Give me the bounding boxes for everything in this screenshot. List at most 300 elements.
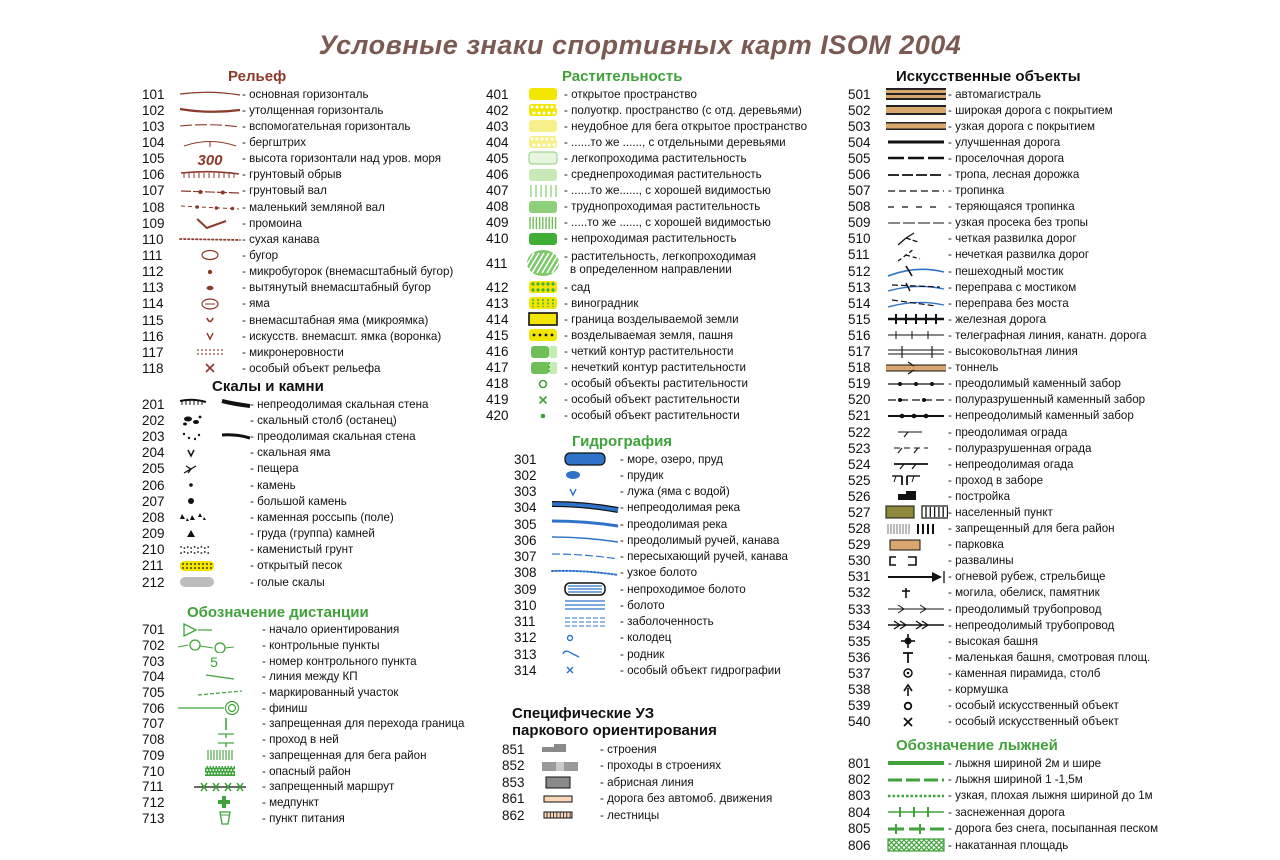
park-pedestrian-icon bbox=[538, 792, 600, 806]
symbol-description bbox=[242, 362, 380, 375]
legend-item-414 bbox=[486, 311, 807, 327]
legend-item-862 bbox=[502, 807, 772, 824]
symbol-number: 306 bbox=[514, 532, 537, 548]
legend-item-113 bbox=[142, 280, 453, 296]
veg-light-green-outline-icon bbox=[522, 151, 564, 165]
legend-item-712 bbox=[142, 795, 464, 811]
symbol-description bbox=[262, 655, 417, 668]
symbol-number: 713 bbox=[142, 810, 165, 826]
legend-item-303 bbox=[514, 484, 788, 500]
symbol-description bbox=[250, 430, 416, 443]
legend-item-101 bbox=[142, 86, 453, 102]
symbol-description bbox=[948, 200, 1075, 213]
tunnel-icon bbox=[884, 361, 948, 375]
elongated-knoll-icon bbox=[178, 281, 242, 295]
footpath-icon bbox=[884, 168, 948, 182]
legend-item-518 bbox=[848, 360, 1150, 376]
symbol-description bbox=[948, 136, 1060, 149]
broken-ground-icon bbox=[178, 345, 242, 359]
symbol-number: 707 bbox=[142, 716, 165, 732]
symbol-description bbox=[948, 120, 1095, 133]
symbol-number: 802 bbox=[848, 772, 871, 788]
indistinct-junction-icon bbox=[884, 248, 948, 262]
section-title-text: Обозначение лыжней bbox=[896, 737, 1058, 754]
legend-item-203 bbox=[142, 428, 428, 444]
impassable-marsh-icon bbox=[550, 582, 620, 596]
symbol-number: 704 bbox=[142, 669, 165, 685]
symbol-number: 102 bbox=[142, 102, 165, 118]
symbol-number: 703 bbox=[142, 653, 165, 669]
symbol-description-line: - узкая дорога с покрытием bbox=[948, 119, 1096, 133]
symbol-number: 303 bbox=[514, 484, 537, 500]
symbol-description-line: - особый объект гидрографии bbox=[620, 663, 781, 677]
symbol-description-line: - полуразрушенная ограда bbox=[948, 441, 1092, 455]
symbol-number: 851 bbox=[502, 741, 525, 757]
symbol-description-line: - преодолимый ручей, канава bbox=[620, 533, 780, 547]
symbol-description bbox=[564, 250, 756, 276]
symbol-number: 412 bbox=[486, 279, 509, 295]
symbol-number: 528 bbox=[848, 521, 871, 537]
section-relief bbox=[142, 68, 453, 377]
symbol-number: 410 bbox=[486, 231, 509, 247]
symbol-number: 538 bbox=[848, 682, 871, 698]
legend-item-208 bbox=[142, 509, 428, 525]
legend-item-508 bbox=[848, 199, 1150, 215]
symbol-description-line: - запрещенный маршрут bbox=[262, 780, 395, 794]
section-title bbox=[187, 604, 464, 622]
symbol-description-line: - легкопроходима растительность bbox=[564, 151, 747, 165]
symbol-description bbox=[250, 446, 331, 459]
legend-item-538 bbox=[848, 681, 1150, 697]
symbol-description bbox=[262, 765, 351, 778]
symbol-number: 535 bbox=[848, 633, 871, 649]
symbol-description bbox=[948, 409, 1134, 422]
section-title-text: Специфические УЗ bbox=[512, 705, 655, 722]
symbol-number: 103 bbox=[142, 118, 165, 134]
symbol-number: 514 bbox=[848, 295, 871, 311]
legend-item-304 bbox=[514, 500, 788, 516]
symbol-description bbox=[948, 216, 1088, 229]
passable-cliff-icon bbox=[178, 429, 250, 443]
legend-item-212 bbox=[142, 574, 428, 590]
symbol-number: 502 bbox=[848, 102, 871, 118]
symbol-description bbox=[262, 639, 380, 652]
legend-item-707 bbox=[142, 716, 464, 732]
symbol-number: 104 bbox=[142, 134, 165, 150]
legend-item-413 bbox=[486, 295, 807, 311]
legend-item-510 bbox=[848, 231, 1150, 247]
symbol-description-line: - ......то же ......, с отдельными деревьями bbox=[564, 135, 786, 149]
building-icon bbox=[884, 489, 948, 503]
symbol-description bbox=[242, 136, 306, 149]
legend-item-115 bbox=[142, 312, 453, 328]
symbol-description-line: - могила, обелиск, памятник bbox=[948, 586, 1100, 600]
symbol-description-line: - непреодолимая река bbox=[620, 501, 741, 515]
symbol-description bbox=[250, 511, 394, 524]
paved-area-icon bbox=[884, 538, 948, 552]
forbidden-route-icon bbox=[178, 780, 262, 794]
symbol-description bbox=[564, 297, 638, 310]
symbol-description-line: - финиш bbox=[262, 701, 308, 715]
legend-item-403 bbox=[486, 118, 807, 134]
symbol-number: 209 bbox=[142, 526, 165, 542]
settlement-icon bbox=[884, 505, 948, 519]
legend-item-703 bbox=[142, 653, 464, 669]
veg-green2-stripes-icon bbox=[522, 216, 564, 230]
symbol-description bbox=[600, 743, 657, 756]
symbol-description bbox=[948, 773, 1083, 786]
symbol-number: 311 bbox=[514, 614, 536, 630]
ski-narrow-icon bbox=[884, 789, 948, 803]
symbol-description bbox=[250, 495, 347, 508]
symbol-number: 112 bbox=[142, 264, 164, 280]
symbol-description bbox=[564, 313, 739, 326]
symbol-description bbox=[600, 809, 659, 822]
legend-item-509 bbox=[848, 215, 1150, 231]
pit-icon bbox=[178, 329, 242, 343]
symbol-description-line: - заболоченность bbox=[620, 615, 714, 629]
symbol-description bbox=[262, 686, 399, 699]
symbol-description-line: - полуразрушенный каменный забор bbox=[948, 393, 1146, 407]
symbol-description-line: - нечеткий контур растительности bbox=[564, 361, 746, 375]
legend-item-411 bbox=[486, 247, 807, 279]
section-title-text: Искусственные объекты bbox=[896, 68, 1081, 85]
section-title bbox=[228, 68, 453, 86]
small-tower-icon bbox=[884, 650, 948, 664]
legend-item-540 bbox=[848, 714, 1150, 730]
symbol-number: 531 bbox=[848, 569, 871, 585]
park-outline-icon bbox=[538, 775, 600, 789]
symbol-description-line: - прудик bbox=[620, 468, 664, 482]
legend-item-535 bbox=[848, 633, 1150, 649]
symbol-description-line: - огневой рубеж, стрельбище bbox=[948, 570, 1106, 584]
symbol-number: 409 bbox=[486, 215, 509, 231]
symbol-description bbox=[242, 346, 344, 359]
symbol-description bbox=[948, 168, 1079, 181]
symbol-number: 524 bbox=[848, 456, 871, 472]
legend-item-511 bbox=[848, 247, 1150, 263]
symbol-description bbox=[948, 232, 1077, 245]
legend-item-531 bbox=[848, 569, 1150, 585]
symbol-number: 314 bbox=[514, 662, 537, 678]
earth-bank-icon bbox=[178, 168, 242, 182]
symbol-number: 420 bbox=[486, 408, 509, 424]
symbol-number: 108 bbox=[142, 199, 165, 215]
symbol-number: 523 bbox=[848, 440, 871, 456]
symbol-number: 853 bbox=[502, 774, 525, 790]
legend-item-517 bbox=[848, 344, 1150, 360]
symbol-number: 529 bbox=[848, 537, 871, 553]
symbol-number: 710 bbox=[142, 763, 165, 779]
symbol-number: 504 bbox=[848, 134, 871, 150]
symbol-description-line: - автомагистраль bbox=[948, 87, 1041, 101]
symbol-description bbox=[242, 184, 327, 197]
legend-item-204 bbox=[142, 445, 428, 461]
symbol-description bbox=[948, 603, 1101, 616]
stone-wall-icon bbox=[884, 377, 948, 391]
symbol-description bbox=[242, 330, 441, 343]
legend-item-527 bbox=[848, 504, 1150, 520]
symbol-number: 506 bbox=[848, 167, 871, 183]
symbol-description bbox=[620, 566, 697, 579]
veg-special-dot-icon bbox=[522, 409, 564, 423]
section-course bbox=[142, 604, 464, 826]
symbol-description-line: - строения bbox=[600, 742, 657, 756]
legend-item-104 bbox=[142, 134, 453, 150]
symbol-number: 509 bbox=[848, 215, 871, 231]
junction-icon bbox=[884, 232, 948, 246]
legend-item-102 bbox=[142, 102, 453, 118]
symbol-number: 312 bbox=[514, 630, 537, 646]
symbol-description-line: - маленькая башня, смотровая площ. bbox=[948, 650, 1151, 664]
symbol-number: 709 bbox=[142, 747, 165, 763]
symbol-description bbox=[948, 281, 1076, 294]
symbol-label: 5 bbox=[210, 654, 218, 670]
symbol-description-line: - граница возделываемой земли bbox=[564, 312, 739, 326]
legend-item-415 bbox=[486, 327, 807, 343]
symbol-description-line: - родник bbox=[620, 647, 665, 661]
road-icon bbox=[884, 135, 948, 149]
permanent-oob-icon bbox=[884, 522, 948, 536]
footbridge-icon bbox=[884, 264, 948, 278]
symbol-number: 512 bbox=[848, 263, 871, 279]
symbol-number: 508 bbox=[848, 199, 871, 215]
legend-item-202 bbox=[142, 412, 428, 428]
symbol-description bbox=[262, 623, 399, 636]
legend-item-708 bbox=[142, 732, 464, 748]
legend-item-118 bbox=[142, 360, 453, 376]
ruined-fence-icon bbox=[884, 441, 948, 455]
legend-item-522 bbox=[848, 424, 1150, 440]
symbol-description bbox=[242, 201, 385, 214]
symbol-description bbox=[948, 570, 1105, 583]
legend-item-111 bbox=[142, 247, 453, 263]
symbol-number: 537 bbox=[848, 665, 871, 681]
small-depression-icon bbox=[178, 313, 242, 327]
symbol-number: 517 bbox=[848, 344, 871, 360]
symbol-description bbox=[948, 426, 1067, 439]
symbol-number: 302 bbox=[514, 467, 537, 483]
legend-item-504 bbox=[848, 134, 1150, 150]
symbol-number: 525 bbox=[848, 472, 871, 488]
symbol-number: 304 bbox=[514, 500, 537, 516]
ski-snowed-icon bbox=[884, 805, 948, 819]
symbol-description bbox=[262, 780, 394, 793]
symbol-description bbox=[948, 635, 1038, 648]
legend-item-539 bbox=[848, 698, 1150, 714]
legend-item-861 bbox=[502, 791, 772, 808]
symbol-number: 204 bbox=[142, 445, 165, 461]
symbol-number: 513 bbox=[848, 279, 871, 295]
symbol-description-line: - высота горизонтали над уров. моря bbox=[242, 152, 442, 166]
symbol-description bbox=[948, 152, 1064, 165]
symbol-number: 115 bbox=[142, 312, 164, 328]
open-sand-icon bbox=[178, 559, 250, 573]
symbol-description-line: - лыжня шириной 1 -1,5м bbox=[948, 773, 1083, 787]
water-special-icon bbox=[550, 663, 620, 677]
symbol-description bbox=[620, 648, 664, 661]
symbol-number: 203 bbox=[142, 428, 165, 444]
legend-item-108 bbox=[142, 199, 453, 215]
lake-icon bbox=[550, 452, 620, 466]
symbol-description bbox=[564, 409, 740, 422]
symbol-description-line: - накатанная площадь bbox=[948, 838, 1069, 852]
legend-item-210 bbox=[142, 542, 428, 558]
symbol-description bbox=[242, 120, 410, 133]
symbol-number: 417 bbox=[486, 360, 509, 376]
symbol-description-line: - телеграфная линия, канатн. дорога bbox=[948, 328, 1147, 342]
symbol-description-line: - лестницы bbox=[600, 808, 660, 822]
symbol-description-line: - открытый песок bbox=[250, 559, 342, 573]
symbol-number: 207 bbox=[142, 493, 165, 509]
symbol-description-line: - вытянутый внемасштабный бугор bbox=[242, 281, 431, 295]
symbol-description bbox=[250, 559, 342, 572]
legend-item-306 bbox=[514, 532, 788, 548]
symbol-number: 519 bbox=[848, 376, 871, 392]
symbol-description-line: - пещера bbox=[250, 462, 299, 476]
symbol-description-line: - особый объект рельефа bbox=[242, 361, 381, 375]
symbol-number: 522 bbox=[848, 424, 871, 440]
symbol-number: 403 bbox=[486, 118, 509, 134]
ruin-icon bbox=[884, 554, 948, 568]
symbol-description-line: - пункт питания bbox=[262, 811, 345, 825]
veg-indistinct-icon bbox=[522, 361, 564, 375]
symbol-description bbox=[242, 281, 431, 294]
park-stairs-icon bbox=[538, 808, 600, 822]
symbol-description bbox=[948, 789, 1153, 802]
crossing-bridge-icon bbox=[884, 280, 948, 294]
symbol-number: 701 bbox=[142, 622, 165, 638]
symbol-description bbox=[948, 506, 1053, 519]
section-park bbox=[502, 705, 772, 824]
symbol-description bbox=[948, 715, 1119, 728]
high-fence-icon bbox=[884, 457, 948, 471]
symbol-description bbox=[948, 393, 1145, 406]
legend-item-702 bbox=[142, 638, 464, 654]
symbol-description-line: - непреодолимая скальная стена bbox=[250, 397, 429, 411]
symbol-description bbox=[600, 759, 721, 772]
symbol-description bbox=[948, 757, 1101, 770]
ski-medium-icon bbox=[884, 773, 948, 787]
symbol-description bbox=[564, 377, 748, 390]
symbol-description bbox=[948, 458, 1074, 471]
power-line-icon bbox=[884, 328, 948, 342]
legend-item-852 bbox=[502, 758, 772, 775]
symbol-description-line: - маленький земляной вал bbox=[242, 200, 385, 214]
symbol-description bbox=[262, 812, 345, 825]
symbol-description bbox=[620, 583, 746, 596]
symbol-number: 505 bbox=[848, 150, 871, 166]
symbol-number: 418 bbox=[486, 376, 509, 392]
symbol-description bbox=[262, 717, 464, 730]
symbol-description bbox=[242, 168, 342, 181]
section-water bbox=[514, 433, 788, 679]
symbol-number: 206 bbox=[142, 477, 165, 493]
symbol-description bbox=[564, 152, 746, 165]
veg-lightyellow-icon bbox=[522, 119, 564, 133]
symbol-description-line: - .....то же ......, с хорошей видимостью bbox=[564, 216, 771, 230]
legend-item-507 bbox=[848, 183, 1150, 199]
legend-item-532 bbox=[848, 585, 1150, 601]
spring-icon bbox=[550, 647, 620, 661]
symbol-description-line: - большой камень bbox=[250, 494, 347, 508]
knoll-icon bbox=[178, 248, 242, 262]
pond-icon bbox=[550, 468, 620, 482]
symbol-number: 530 bbox=[848, 553, 871, 569]
symbol-description-line: - широкая дорога с покрытием bbox=[948, 103, 1113, 117]
symbol-description bbox=[948, 806, 1065, 819]
legend-item-418 bbox=[486, 376, 807, 392]
legend-item-515 bbox=[848, 311, 1150, 327]
well-icon bbox=[550, 631, 620, 645]
symbol-description-line: - абрисная линия bbox=[600, 775, 694, 789]
railway-icon bbox=[884, 312, 948, 326]
cairn-icon bbox=[884, 666, 948, 680]
symbol-description-line: - теряющаяся тропинка bbox=[948, 200, 1075, 214]
symbol-description bbox=[948, 345, 1078, 358]
symbol-description bbox=[948, 377, 1121, 390]
symbol-description bbox=[564, 281, 590, 294]
depression-icon bbox=[178, 297, 242, 311]
legend-item-106 bbox=[142, 167, 453, 183]
symbol-description bbox=[242, 217, 302, 230]
symbol-description bbox=[242, 314, 428, 327]
marked-route-icon bbox=[178, 686, 262, 700]
symbol-number: 804 bbox=[848, 804, 871, 820]
legend-item-524 bbox=[848, 456, 1150, 472]
legend-item-704 bbox=[142, 669, 464, 685]
symbol-description-line: - железная дорога bbox=[948, 312, 1047, 326]
legend-item-523 bbox=[848, 440, 1150, 456]
symbol-description bbox=[948, 683, 1008, 696]
symbol-description-line: - развалины bbox=[948, 554, 1014, 568]
legend-item-503 bbox=[848, 118, 1150, 134]
symbol-description bbox=[948, 88, 1041, 101]
symbol-description-line: - микронеровности bbox=[242, 345, 344, 359]
symbol-description-line: - особый искусственный объект bbox=[948, 715, 1119, 729]
symbol-description-line: - проход в заборе bbox=[948, 473, 1044, 487]
veg-distinct-icon bbox=[522, 345, 564, 359]
legend-item-705 bbox=[142, 685, 464, 701]
symbol-description-line: - начало ориентирования bbox=[262, 623, 400, 637]
symbol-number: 516 bbox=[848, 327, 871, 343]
bergstrich-icon bbox=[178, 135, 242, 149]
symbol-description-line: - переправа с мостиком bbox=[948, 280, 1077, 294]
symbol-description bbox=[948, 184, 1004, 197]
legend-item-528 bbox=[848, 521, 1150, 537]
symbol-description bbox=[620, 631, 671, 644]
contour-icon bbox=[178, 87, 242, 101]
cliff-icon bbox=[178, 397, 250, 411]
crossing-fence-icon bbox=[884, 473, 948, 487]
symbol-description bbox=[250, 576, 325, 589]
major-power-line-icon bbox=[884, 345, 948, 359]
symbol-number: 205 bbox=[142, 461, 165, 477]
high-pipeline-icon bbox=[884, 618, 948, 632]
veg-cultivated-icon bbox=[522, 328, 564, 342]
symbol-description-line: - скальный столб (останец) bbox=[250, 413, 397, 427]
symbol-description-line: - лужа (яма с водой) bbox=[620, 485, 730, 499]
cave-icon bbox=[178, 462, 250, 476]
legend-item-530 bbox=[848, 553, 1150, 569]
legend-item-710 bbox=[142, 763, 464, 779]
legend-item-103 bbox=[142, 118, 453, 134]
legend-item-409 bbox=[486, 215, 807, 231]
symbol-description-line: - грунтовый обрыв bbox=[242, 168, 342, 182]
symbol-description bbox=[564, 393, 740, 406]
small-wall-icon bbox=[178, 200, 242, 214]
symbol-description bbox=[242, 88, 369, 101]
